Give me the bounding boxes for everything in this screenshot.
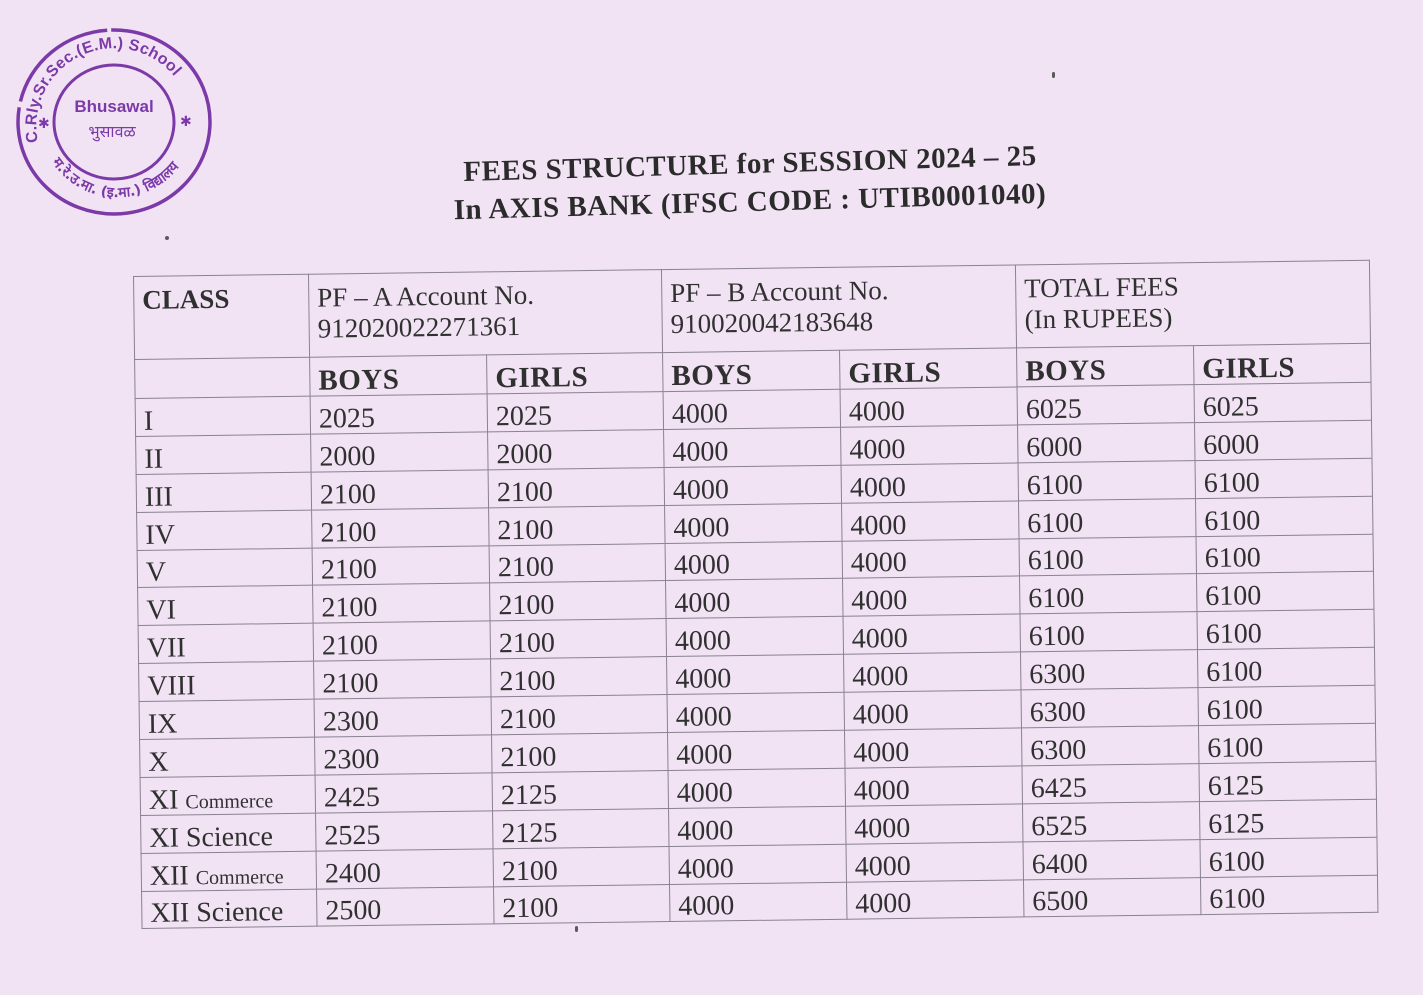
pfb-boys-cell: 4000 <box>669 844 846 884</box>
class-name: VII <box>146 632 186 665</box>
pfb-boys-cell: 4000 <box>664 427 841 467</box>
total-girls-cell: 6100 <box>1196 572 1373 612</box>
pfb-boys-cell: 4000 <box>666 579 843 619</box>
pfa-girls-cell: 2100 <box>490 581 666 621</box>
pfb-girls-cell: 4000 <box>840 387 1017 427</box>
scan-speck <box>165 236 169 240</box>
pfa-boys-cell: 2100 <box>312 545 489 585</box>
pfa-boys-cell: 2500 <box>317 886 494 926</box>
pfb-girls-cell: 4000 <box>842 501 1019 541</box>
class-cell <box>137 510 312 550</box>
pfb-girls-cell: 4000 <box>841 463 1018 503</box>
total-girls-cell: 6125 <box>1199 761 1376 801</box>
pfa-girls-cell: 2100 <box>490 619 666 659</box>
pfa-boys-cell: 2100 <box>312 508 489 548</box>
page-subtitle: In AXIS BANK (IFSC CODE : UTIB0001040) <box>453 177 1047 227</box>
total-girls-cell: 6000 <box>1195 420 1372 460</box>
total-fees-unit: (In RUPEES) <box>1024 302 1173 335</box>
pfb-girls-cell: 4000 <box>843 576 1020 616</box>
class-cell <box>140 775 315 815</box>
pfb-girls-cell: 4000 <box>844 652 1021 692</box>
pfa-boys-cell: 2525 <box>316 811 493 851</box>
pfa-boys-cell: 2300 <box>314 697 491 737</box>
class-stream: Commerce <box>185 790 274 814</box>
class-cell <box>136 472 311 512</box>
pfa-girls-cell: 2100 <box>489 543 665 583</box>
pfa-boys-cell: 2100 <box>311 470 488 510</box>
total-boys-cell: 6500 <box>1023 877 1200 917</box>
total-boys-header: BOYS <box>1017 346 1194 387</box>
fees-table <box>133 260 1378 930</box>
total-girls-cell: 6100 <box>1196 496 1373 536</box>
pfb-girls-cell: 4000 <box>846 842 1023 882</box>
pfb-girls-cell: 4000 <box>841 425 1018 465</box>
total-girls-header: GIRLS <box>1194 343 1371 384</box>
class-cell <box>138 586 313 626</box>
stamp-bottom-text: म.रे.उ.मा. (इ.मा.) विद्यालय <box>48 154 183 202</box>
pfb-boys-cell: 4000 <box>665 503 842 543</box>
class-cell <box>136 434 311 474</box>
class-name: XII <box>149 859 189 892</box>
pf-b-girls-header: GIRLS <box>840 348 1017 389</box>
pfa-boys-cell: 2300 <box>315 735 492 775</box>
total-boys-cell: 6100 <box>1018 460 1195 500</box>
pfb-girls-cell: 4000 <box>844 690 1021 730</box>
class-cell <box>141 813 316 853</box>
pfa-boys-cell: 2025 <box>310 394 487 434</box>
total-boys-cell: 6025 <box>1017 385 1194 425</box>
class-cell <box>138 624 313 664</box>
class-name: II <box>144 443 164 475</box>
page-title: FEES STRUCTURE for SESSION 2024 – 25 <box>462 140 1038 188</box>
class-cell <box>141 851 316 891</box>
pfb-boys-cell: 4000 <box>666 617 843 657</box>
pfa-girls-cell: 2100 <box>491 695 667 735</box>
total-boys-cell: 6400 <box>1023 839 1200 879</box>
total-boys-cell: 6100 <box>1020 574 1197 614</box>
class-cell <box>137 548 312 588</box>
total-girls-cell: 6100 <box>1198 685 1375 725</box>
stamp-center-english: Bhusawal <box>74 97 154 116</box>
total-girls-cell: 6100 <box>1197 610 1374 650</box>
class-name: XI Science <box>149 820 274 854</box>
pfa-girls-cell: 2100 <box>494 884 670 924</box>
scan-speck <box>575 926 578 932</box>
total-fees-label: TOTAL FEES <box>1024 271 1180 304</box>
school-stamp <box>12 22 216 222</box>
total-girls-cell: 6100 <box>1196 534 1373 574</box>
pfa-girls-cell: 2100 <box>488 467 664 507</box>
pfb-girls-cell: 4000 <box>843 614 1020 654</box>
class-name: V <box>145 557 167 589</box>
total-boys-cell: 6525 <box>1022 801 1199 841</box>
total-girls-cell: 6100 <box>1197 648 1374 688</box>
total-girls-cell: 6100 <box>1200 837 1377 877</box>
class-cell <box>140 737 315 777</box>
pfa-girls-cell: 2125 <box>493 808 669 848</box>
total-girls-cell: 6100 <box>1195 458 1372 498</box>
pf-a-boys-header: BOYS <box>310 355 487 396</box>
pfb-boys-cell: 4000 <box>668 768 845 808</box>
total-boys-cell: 6100 <box>1019 536 1196 576</box>
total-boys-cell: 6425 <box>1022 763 1199 803</box>
pfb-girls-cell: 4000 <box>845 804 1022 844</box>
class-cell <box>139 699 314 739</box>
class-name: X <box>148 746 169 778</box>
pfa-girls-cell: 2125 <box>492 770 668 810</box>
pf-b-boys-header: BOYS <box>663 350 840 391</box>
class-name: VIII <box>147 670 196 702</box>
pfb-girls-cell: 4000 <box>845 728 1022 768</box>
total-boys-cell: 6000 <box>1018 423 1195 463</box>
total-girls-cell: 6125 <box>1199 799 1376 839</box>
svg-text:✱: ✱ <box>38 116 50 132</box>
pfa-boys-cell: 2100 <box>314 659 491 699</box>
pfa-girls-cell: 2025 <box>487 392 663 432</box>
class-name: IX <box>147 708 178 740</box>
pfa-boys-cell: 2100 <box>313 583 490 623</box>
class-name: I <box>143 405 154 437</box>
total-girls-cell: 6025 <box>1194 382 1371 422</box>
fee-rows <box>135 382 1378 929</box>
pfa-girls-cell: 2000 <box>488 429 664 469</box>
pf-b-account-number: 910020042183648 <box>670 306 874 339</box>
total-boys-cell: 6300 <box>1021 688 1198 728</box>
class-name: XII Science <box>150 896 284 930</box>
pfa-girls-cell: 2100 <box>492 733 668 773</box>
pfb-girls-cell: 4000 <box>842 538 1019 578</box>
fees-table-container <box>133 260 1378 930</box>
stamp-ring-text: C.Rly.Sr.Sec.(E.M.) School <box>23 35 185 144</box>
class-header: CLASS <box>134 274 310 359</box>
pfb-boys-cell: 4000 <box>667 692 844 732</box>
pfa-girls-cell: 2100 <box>489 505 665 545</box>
class-name: XI <box>148 784 179 816</box>
pfb-boys-cell: 4000 <box>669 806 846 846</box>
total-girls-cell: 6100 <box>1200 875 1377 915</box>
pfa-boys-cell: 2100 <box>313 621 490 661</box>
pfb-boys-cell: 4000 <box>665 541 842 581</box>
pfb-boys-cell: 4000 <box>664 465 841 505</box>
svg-text:✱: ✱ <box>180 114 192 130</box>
pfa-boys-cell: 2425 <box>315 773 492 813</box>
pf-a-account-number: 912020022271361 <box>317 310 521 344</box>
class-stream: Commerce <box>195 865 284 889</box>
total-fees-header <box>1015 260 1370 348</box>
class-cell <box>139 661 314 701</box>
pf-a-label: PF – A Account No. <box>317 279 535 313</box>
class-name: III <box>144 481 174 513</box>
scan-speck <box>1052 72 1055 78</box>
pfb-girls-cell: 4000 <box>846 879 1023 919</box>
class-name: VI <box>146 594 177 627</box>
pfa-girls-cell: 2100 <box>491 657 667 697</box>
header-row-accounts <box>134 260 1371 359</box>
total-boys-cell: 6100 <box>1019 498 1196 538</box>
total-boys-cell: 6300 <box>1020 650 1197 690</box>
total-boys-cell: 6100 <box>1020 612 1197 652</box>
pfb-girls-cell: 4000 <box>845 766 1022 806</box>
empty-header-cell <box>135 357 310 398</box>
class-cell <box>142 889 317 929</box>
pfb-boys-cell: 4000 <box>670 882 847 922</box>
pf-a-girls-header: GIRLS <box>487 353 663 394</box>
pf-b-header <box>661 265 1016 353</box>
pfb-boys-cell: 4000 <box>668 730 845 770</box>
total-boys-cell: 6300 <box>1021 726 1198 766</box>
stamp-center-hindi: भुसावळ <box>88 122 136 141</box>
pfb-boys-cell: 4000 <box>663 389 840 429</box>
pfa-girls-cell: 2100 <box>493 846 669 886</box>
pfb-boys-cell: 4000 <box>667 654 844 694</box>
pfa-boys-cell: 2400 <box>316 849 493 889</box>
total-girls-cell: 6100 <box>1198 723 1375 763</box>
pf-b-label: PF – B Account No. <box>670 275 889 308</box>
class-name: IV <box>145 519 176 551</box>
pfa-boys-cell: 2000 <box>311 432 488 472</box>
pf-a-header <box>308 270 662 358</box>
class-cell <box>135 396 310 436</box>
